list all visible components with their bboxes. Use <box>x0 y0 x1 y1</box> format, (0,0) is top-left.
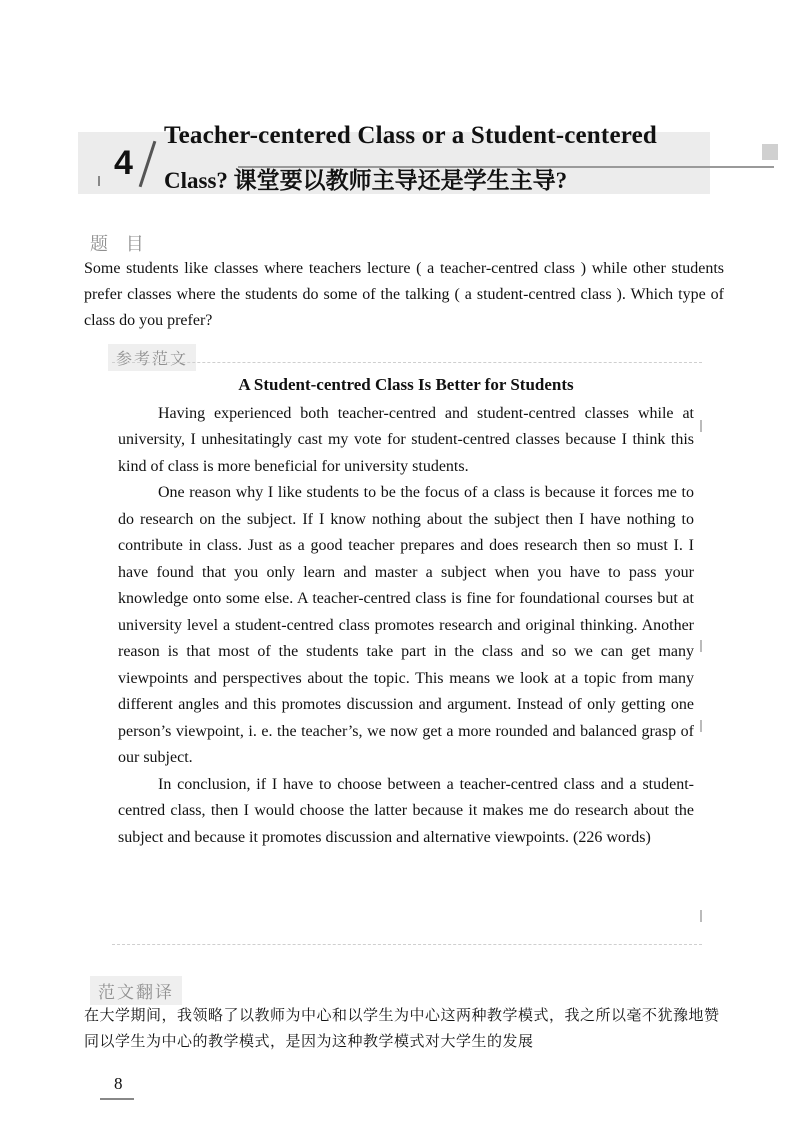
margin-mark <box>700 910 702 922</box>
essay-paragraph-1: Having experienced both teacher-centred and student-centred classes while at university, I unhesitatingly cast my vote for student-centred classes because I think this kind of class is more beneficial for university students. <box>118 404 694 475</box>
sample-essay <box>118 372 694 851</box>
sample-label: 参考范文 <box>108 344 196 371</box>
margin-mark <box>700 720 702 732</box>
topic-text: Some students like classes where teachers lecture ( a teacher-centred class ) while other students prefer classes where the students do some of the talking ( a student-centred class ). Which type of class do you prefer? <box>84 260 724 329</box>
translation-text: 在大学期间，我领略了以教师为中心和以学生为中心这两种教学模式，我之所以毫不犹豫地赞同以学生为中心的教学模式，是因为这种教学模式对大学生的发展 <box>84 1006 720 1050</box>
sample-top-rule <box>112 362 702 364</box>
essay-title: A Student-centred Class Is Better for Students <box>238 375 574 394</box>
unit-number: 4 <box>114 144 133 182</box>
essay-paragraph-2: One reason why I like students to be the focus of a class is because it forces me to do research on the subject. If I know nothing about the subject then I have nothing to contribute in class. Just as a good teacher prepares and does research then so must I. I have found that you only learn and master a subject when you have to pass your knowledge onto some else. A teacher-centred class is fine for foundational courses but at university level a student-centred class promotes research and original thinking. Another reason is that most of the students take part in the class and so we can get many viewpoints and perspectives about the topic. This means we look at a topic from many different angles and this promotes discussion and argument. Instead of only getting one person’s viewpoint, i. e. the teacher’s, we now get a more rounded and balanced grasp of our subject. <box>118 484 694 766</box>
margin-mark <box>700 640 702 652</box>
page-number-underline <box>100 1098 134 1100</box>
translation-label: 范文翻译 <box>90 976 182 1005</box>
unit-title-line2: Class? 课堂要以教师主导还是学生主导? <box>164 168 568 193</box>
page-number: 8 <box>114 1074 123 1093</box>
topic-label: 题 目 <box>90 234 150 255</box>
unit-header <box>78 118 718 204</box>
header-tick <box>98 176 100 186</box>
sample-bottom-rule <box>112 944 702 946</box>
unit-title-line1: Teacher-centered Class or a Student-centered <box>164 122 657 149</box>
essay-paragraph-3: In conclusion, if I have to choose between a teacher-centred class and a student-centred class, then I would choose the latter because it makes me do research about the subject and because it promotes discussion and alternative viewpoints. (226 words) <box>118 775 694 846</box>
margin-mark <box>700 420 702 432</box>
header-square <box>762 144 778 160</box>
